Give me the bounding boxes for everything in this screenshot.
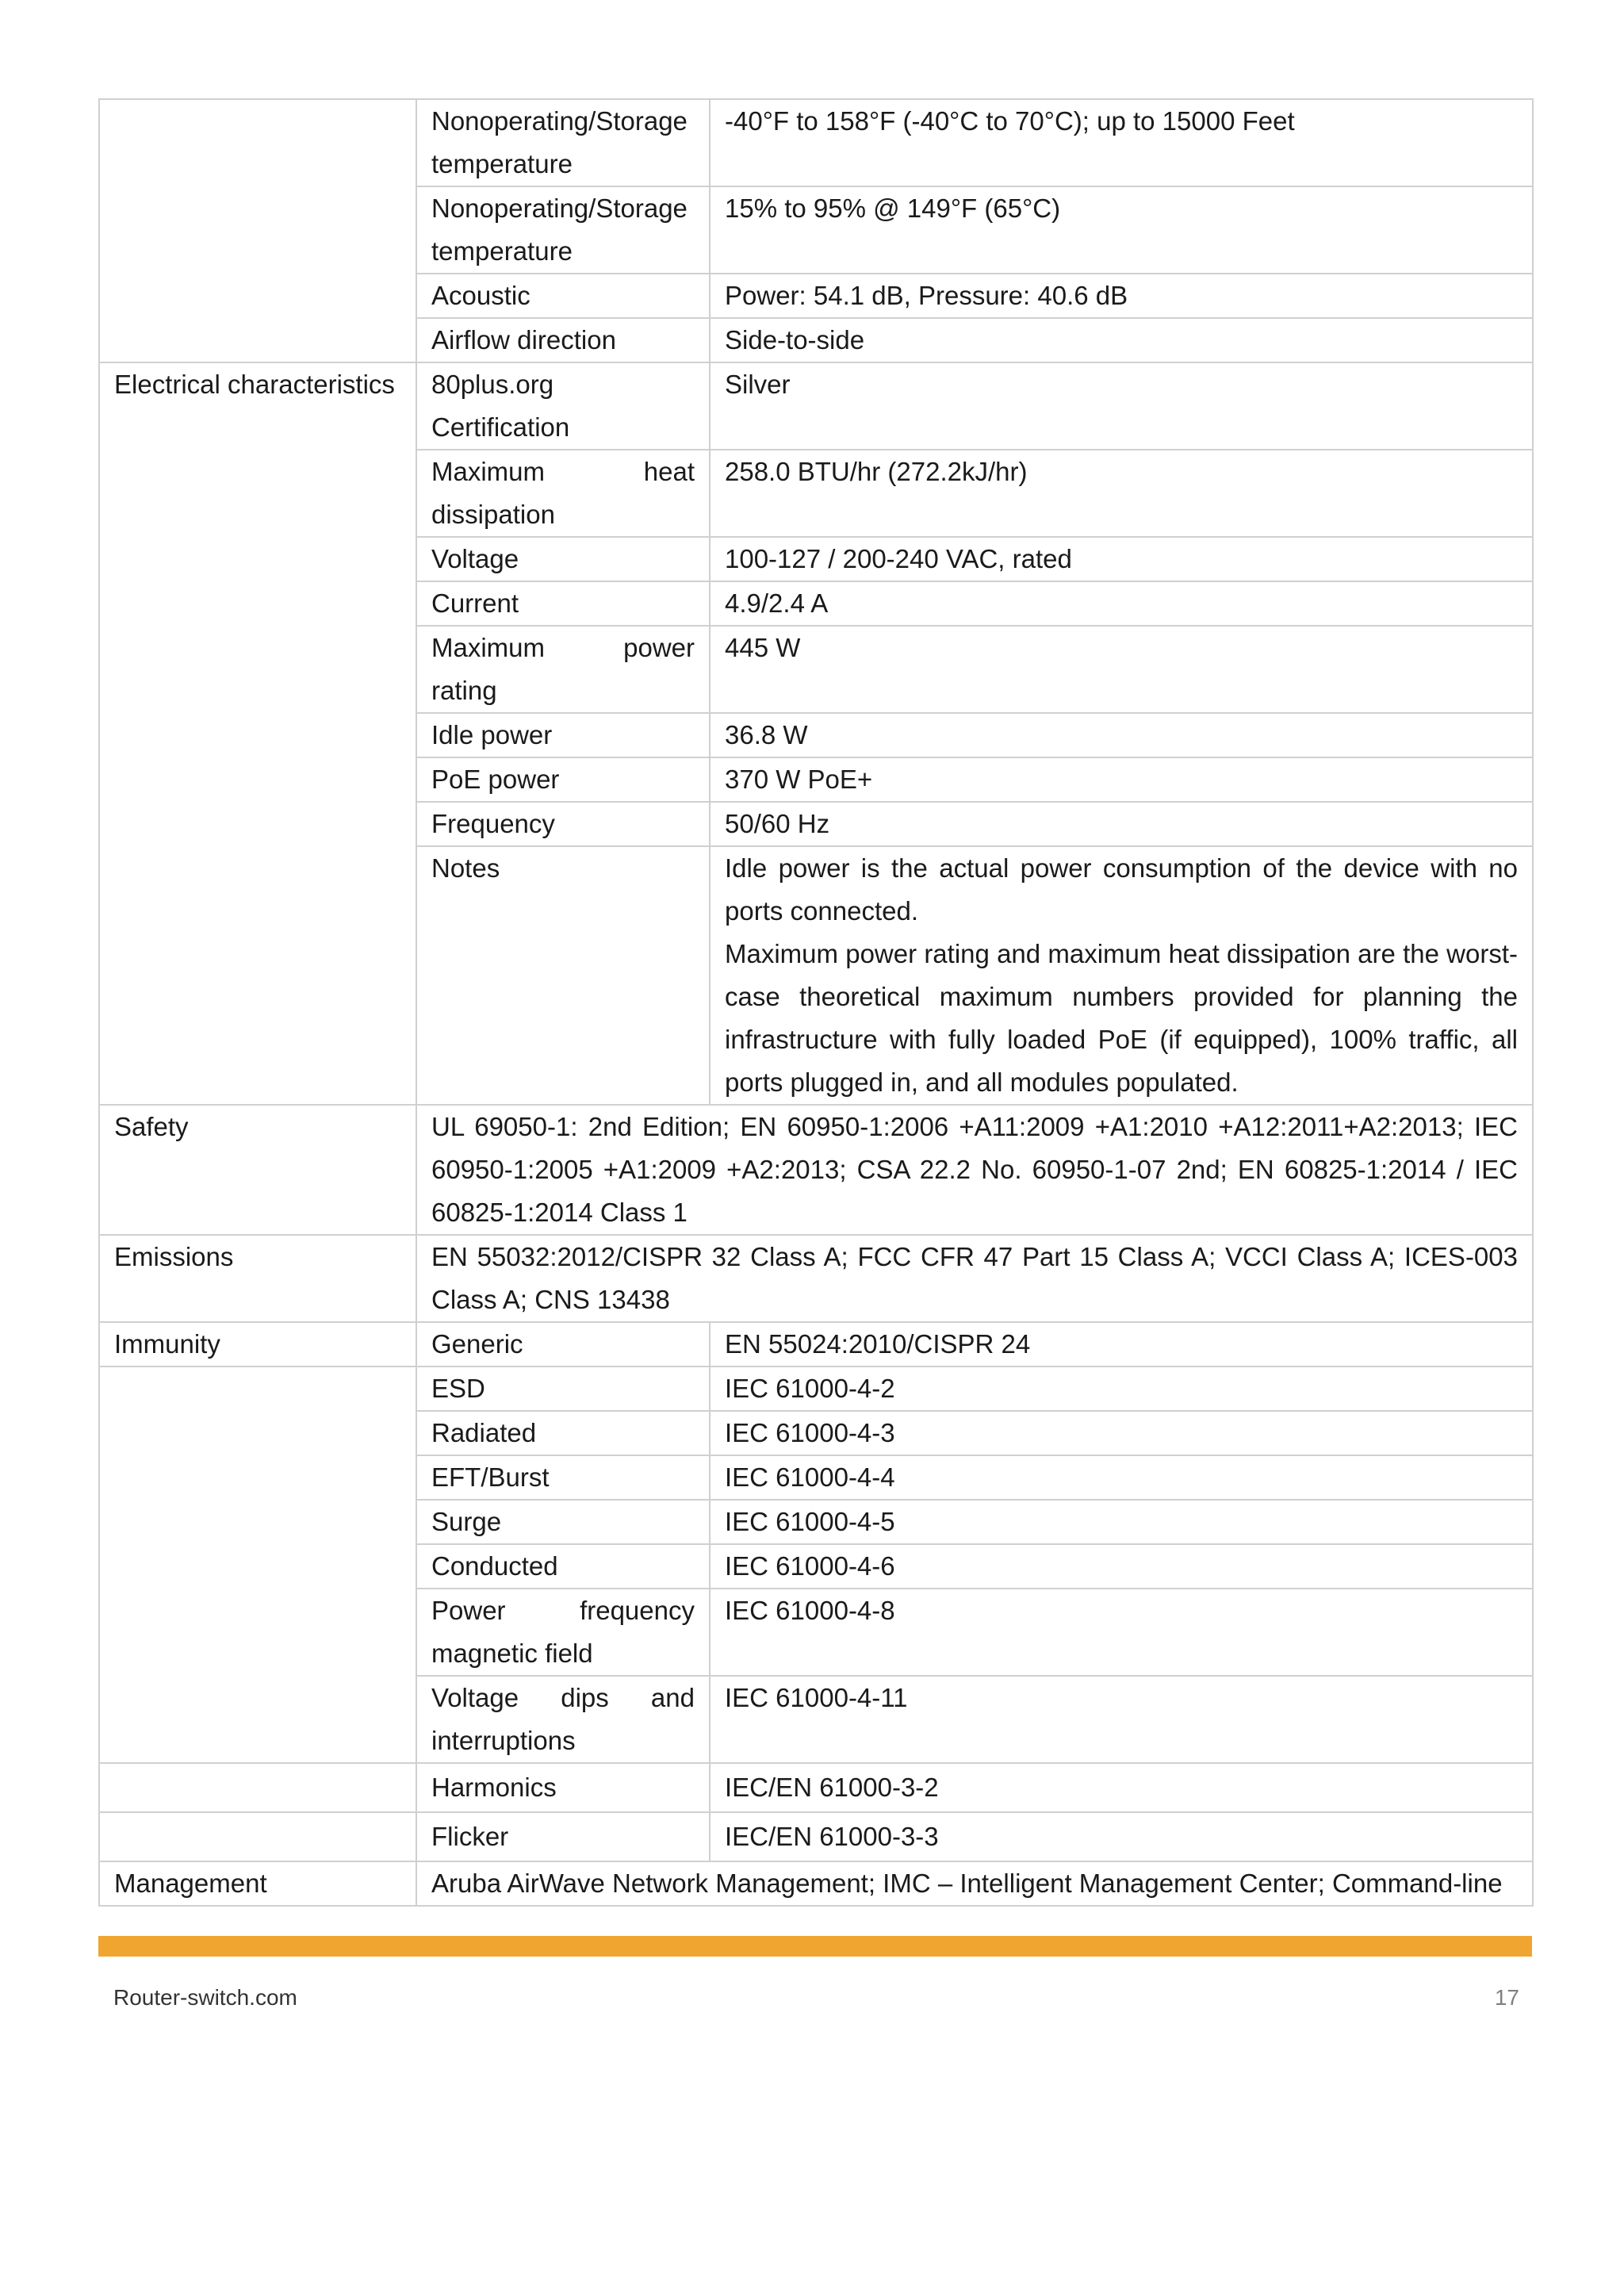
param-cell: Airflow direction <box>416 318 710 362</box>
param-cell: Voltage <box>416 537 710 581</box>
value-cell: Silver <box>710 362 1533 450</box>
value-cell: -40°F to 158°F (-40°C to 70°C); up to 15000 Feet <box>710 99 1533 186</box>
param-cell: Conducted <box>416 1544 710 1589</box>
param-cell: Nonoperating/Storage temperature <box>416 186 710 274</box>
footer-site: Router-switch.com <box>113 1985 297 2010</box>
category-safety: Safety <box>99 1105 416 1235</box>
table-row <box>99 1812 1533 1861</box>
value-cell: 4.9/2.4 A <box>710 581 1533 626</box>
value-cell: IEC 61000-4-3 <box>710 1411 1533 1455</box>
param-cell: ESD <box>416 1366 710 1411</box>
value-cell: EN 55032:2012/CISPR 32 Class A; FCC CFR 47 Part 15 Class A; VCCI Class A; ICES-003 Class A; CNS 13438 <box>416 1235 1533 1322</box>
category-electrical: Electrical characteristics <box>99 362 416 1105</box>
category-immunity: Immunity <box>99 1322 416 1366</box>
notes-paragraph: Maximum power rating and maximum heat dissipation are the worst-case theoretical maximum numbers provided for planning the infrastructure with fully loaded PoE (if equipped), 100% traffic, all ports plugged in, and all modules populated. <box>725 939 1518 1097</box>
param-cell: Generic <box>416 1322 710 1366</box>
category-cell-empty <box>99 1763 416 1812</box>
value-cell: 370 W PoE+ <box>710 757 1533 802</box>
category-cell-empty <box>99 1812 416 1861</box>
value-cell: IEC/EN 61000-3-2 <box>710 1763 1533 1812</box>
notes-cell <box>710 846 1533 1105</box>
param-cell: 80plus.org Certification <box>416 362 710 450</box>
category-cell-empty <box>99 1366 416 1763</box>
table-row <box>99 362 1533 450</box>
param-cell: Idle power <box>416 713 710 757</box>
value-cell: 100-127 / 200-240 VAC, rated <box>710 537 1533 581</box>
value-cell: IEC 61000-4-11 <box>710 1676 1533 1763</box>
spec-table <box>98 98 1534 1907</box>
param-cell: EFT/Burst <box>416 1455 710 1500</box>
param-cell: Current <box>416 581 710 626</box>
table-row <box>99 1763 1533 1812</box>
value-cell: IEC 61000-4-4 <box>710 1455 1533 1500</box>
param-cell: Maximum power rating <box>416 626 710 713</box>
param-cell: Voltage dips and interruptions <box>416 1676 710 1763</box>
param-cell: Maximum heat dissipation <box>416 450 710 537</box>
category-management: Management <box>99 1861 416 1906</box>
value-cell: Side-to-side <box>710 318 1533 362</box>
value-cell: EN 55024:2010/CISPR 24 <box>710 1322 1533 1366</box>
value-cell: Power: 54.1 dB, Pressure: 40.6 dB <box>710 274 1533 318</box>
footer-accent-bar <box>98 1936 1532 1957</box>
value-cell: 50/60 Hz <box>710 802 1533 846</box>
value-cell: IEC 61000-4-2 <box>710 1366 1533 1411</box>
value-cell: 445 W <box>710 626 1533 713</box>
value-cell: IEC 61000-4-5 <box>710 1500 1533 1544</box>
table-row <box>99 1366 1533 1411</box>
param-cell: Power frequency magnetic field <box>416 1589 710 1676</box>
value-cell: Aruba AirWave Network Management; IMC – Intelligent Management Center; Command-line <box>416 1861 1533 1906</box>
param-cell: Acoustic <box>416 274 710 318</box>
param-cell: Nonoperating/Storage temperature <box>416 99 710 186</box>
param-cell: Surge <box>416 1500 710 1544</box>
param-cell: PoE power <box>416 757 710 802</box>
value-cell: IEC 61000-4-8 <box>710 1589 1533 1676</box>
value-cell: 258.0 BTU/hr (272.2kJ/hr) <box>710 450 1533 537</box>
param-cell: Notes <box>416 846 710 1105</box>
value-cell: 15% to 95% @ 149°F (65°C) <box>710 186 1533 274</box>
value-cell: 36.8 W <box>710 713 1533 757</box>
category-cell-empty <box>99 99 416 362</box>
table-row <box>99 1861 1533 1906</box>
param-cell: Flicker <box>416 1812 710 1861</box>
param-cell: Harmonics <box>416 1763 710 1812</box>
category-emissions: Emissions <box>99 1235 416 1322</box>
value-cell: UL 69050-1: 2nd Edition; EN 60950-1:2006 +A11:2009 +A1:2010 +A12:2011+A2:2013; IEC 60950-1:2005 +A1:2009 +A2:2013; CSA 22.2 No. 60950-1-07 2nd; EN 60825-1:2014 / IEC 60825-1:2014 Class 1 <box>416 1105 1533 1235</box>
page-number: 17 <box>1494 1985 1519 2010</box>
param-cell: Radiated <box>416 1411 710 1455</box>
table-row <box>99 1235 1533 1322</box>
table-row <box>99 1105 1533 1235</box>
table-row <box>99 99 1533 186</box>
value-cell: IEC/EN 61000-3-3 <box>710 1812 1533 1861</box>
notes-paragraph: Idle power is the actual power consumption of the device with no ports connected. <box>725 853 1518 926</box>
table-row <box>99 1322 1533 1366</box>
value-cell: IEC 61000-4-6 <box>710 1544 1533 1589</box>
param-cell: Frequency <box>416 802 710 846</box>
